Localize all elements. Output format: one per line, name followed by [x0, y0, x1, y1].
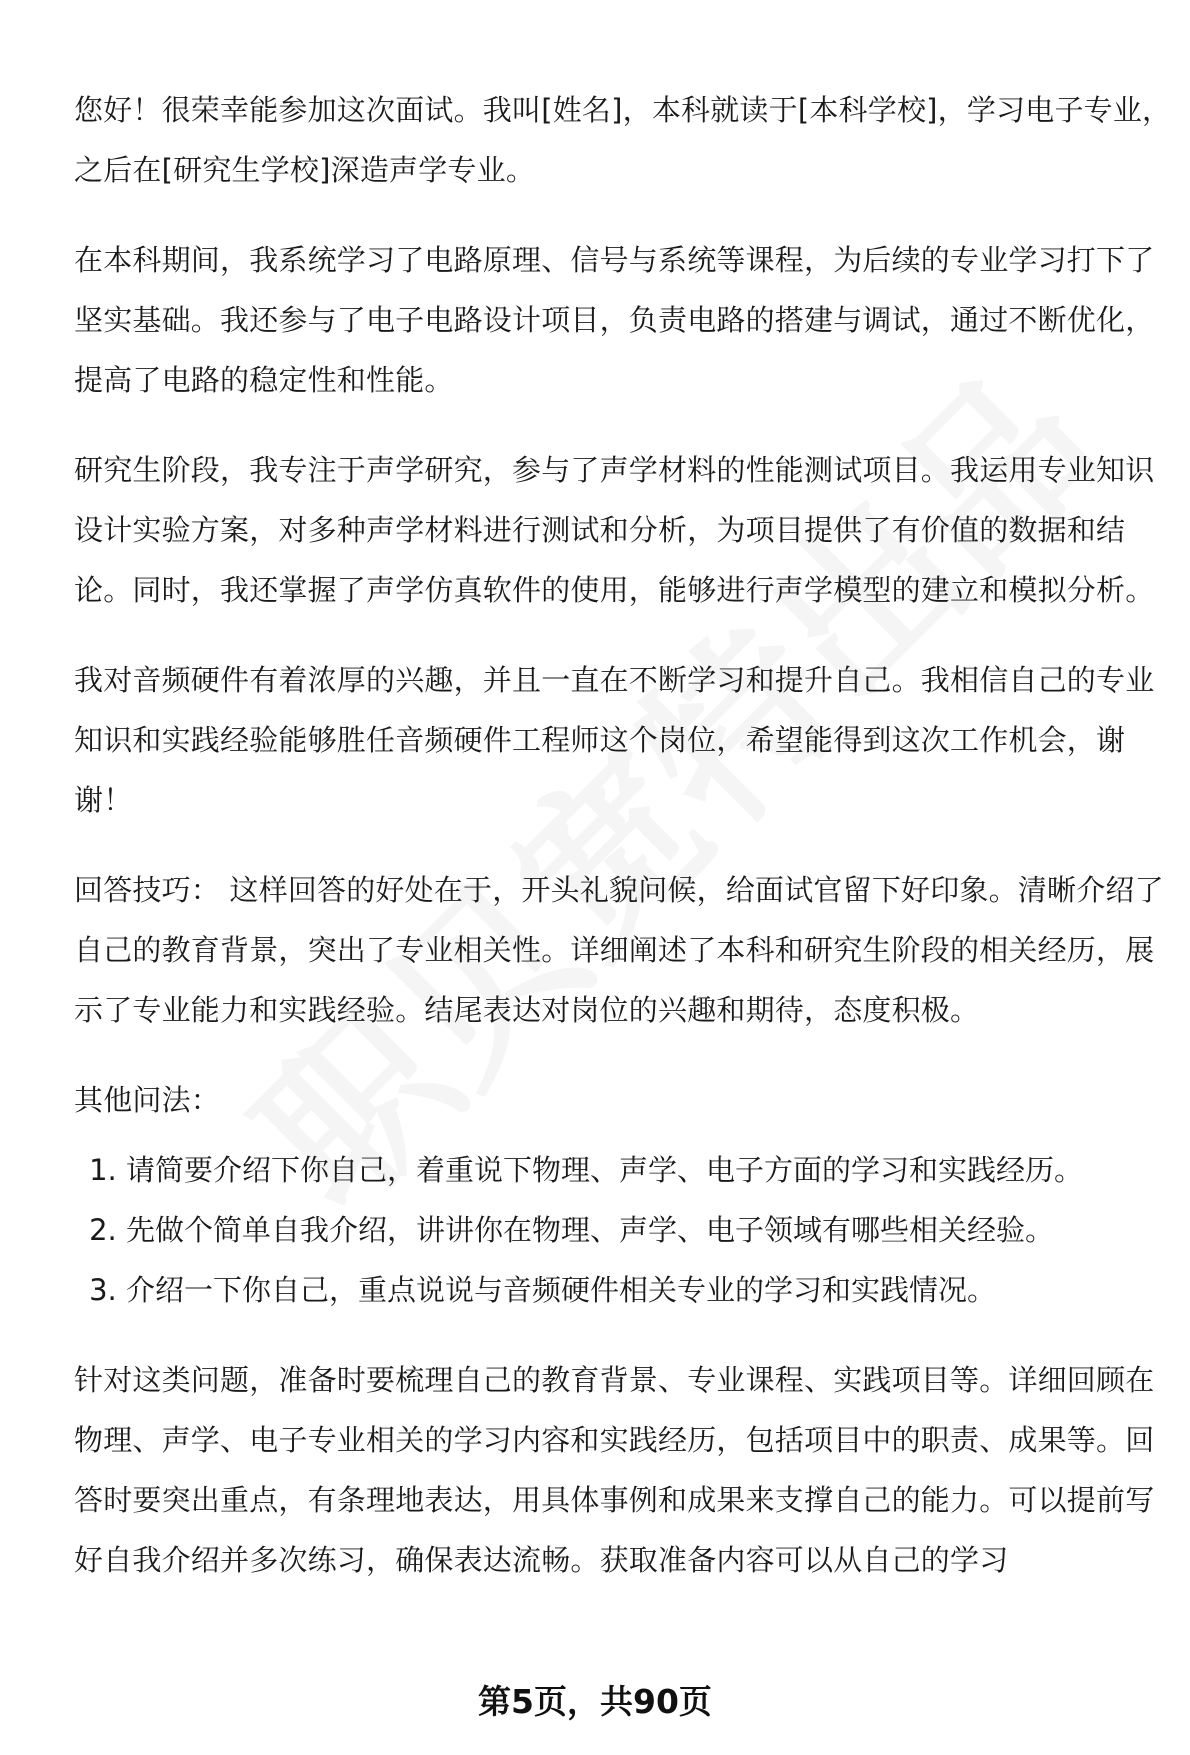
page-number: 第5页，共90页 — [478, 1682, 712, 1721]
list-item: 3. 介绍一下你自己，重点说说与音频硬件相关专业的学习和实践情况。 — [126, 1260, 1174, 1320]
paragraph-greeting: 您好！很荣幸能参加这次面试。我叫[姓名]，本科就读于[本科学校]，学习电子专业，之后在[研究生学校]深造声学专业。 — [74, 93, 1172, 187]
list-item: 1. 请简要介绍下你自己，着重说下物理、声学、电子方面的学习和实践经历。 — [126, 1140, 1174, 1200]
paragraph-answer-tips: 回答技巧： 这样回答的好处在于，开头礼貌问候，给面试官留下好印象。清晰介绍了自己的教育背景，突出了专业相关性。详细阐述了本科和研究生阶段的相关经历，展示了专业能力和实践经验。结尾表达对岗位的兴趣和期待，态度积极。 — [74, 873, 1164, 1027]
document-body — [74, 80, 1174, 1620]
paragraph-other-questions-heading: 其他问法： — [74, 1083, 221, 1117]
paragraph-graduate: 研究生阶段，我专注于声学研究，参与了声学材料的性能测试项目。我运用专业知识设计实验方案，对多种声学材料进行测试和分析，为项目提供了有价值的数据和结论。同时，我还掌握了声学仿真软件的使用，能够进行声学模型的建立和模拟分析。 — [74, 453, 1155, 607]
paragraph-undergraduate: 在本科期间，我系统学习了电路原理、信号与系统等课程，为后续的专业学习打下了坚实基础。我还参与了电子电路设计项目，负责电路的搭建与调试，通过不断优化，提高了电路的稳定性和性能。 — [74, 243, 1155, 397]
list-item: 2. 先做个简单自我介绍，讲讲你在物理、声学、电子领域有哪些相关经验。 — [126, 1200, 1174, 1260]
other-questions-list — [74, 1140, 1174, 1320]
paragraph-motivation: 我对音频硬件有着浓厚的兴趣，并且一直在不断学习和提升自己。我相信自己的专业知识和实践经验能够胜任音频硬件工程师这个岗位，希望能得到这次工作机会，谢谢！ — [74, 663, 1155, 817]
paragraph-preparation-advice: 针对这类问题，准备时要梳理自己的教育背景、专业课程、实践项目等。详细回顾在物理、声学、电子专业相关的学习内容和实践经历，包括项目中的职责、成果等。回答时要突出重点，有条理地表达，用具体事例和成果来支撑自己的能力。可以提前写好自我介绍并多次练习，确保表达流畅。获取准备内容可以从自己的学习 — [74, 1363, 1155, 1577]
